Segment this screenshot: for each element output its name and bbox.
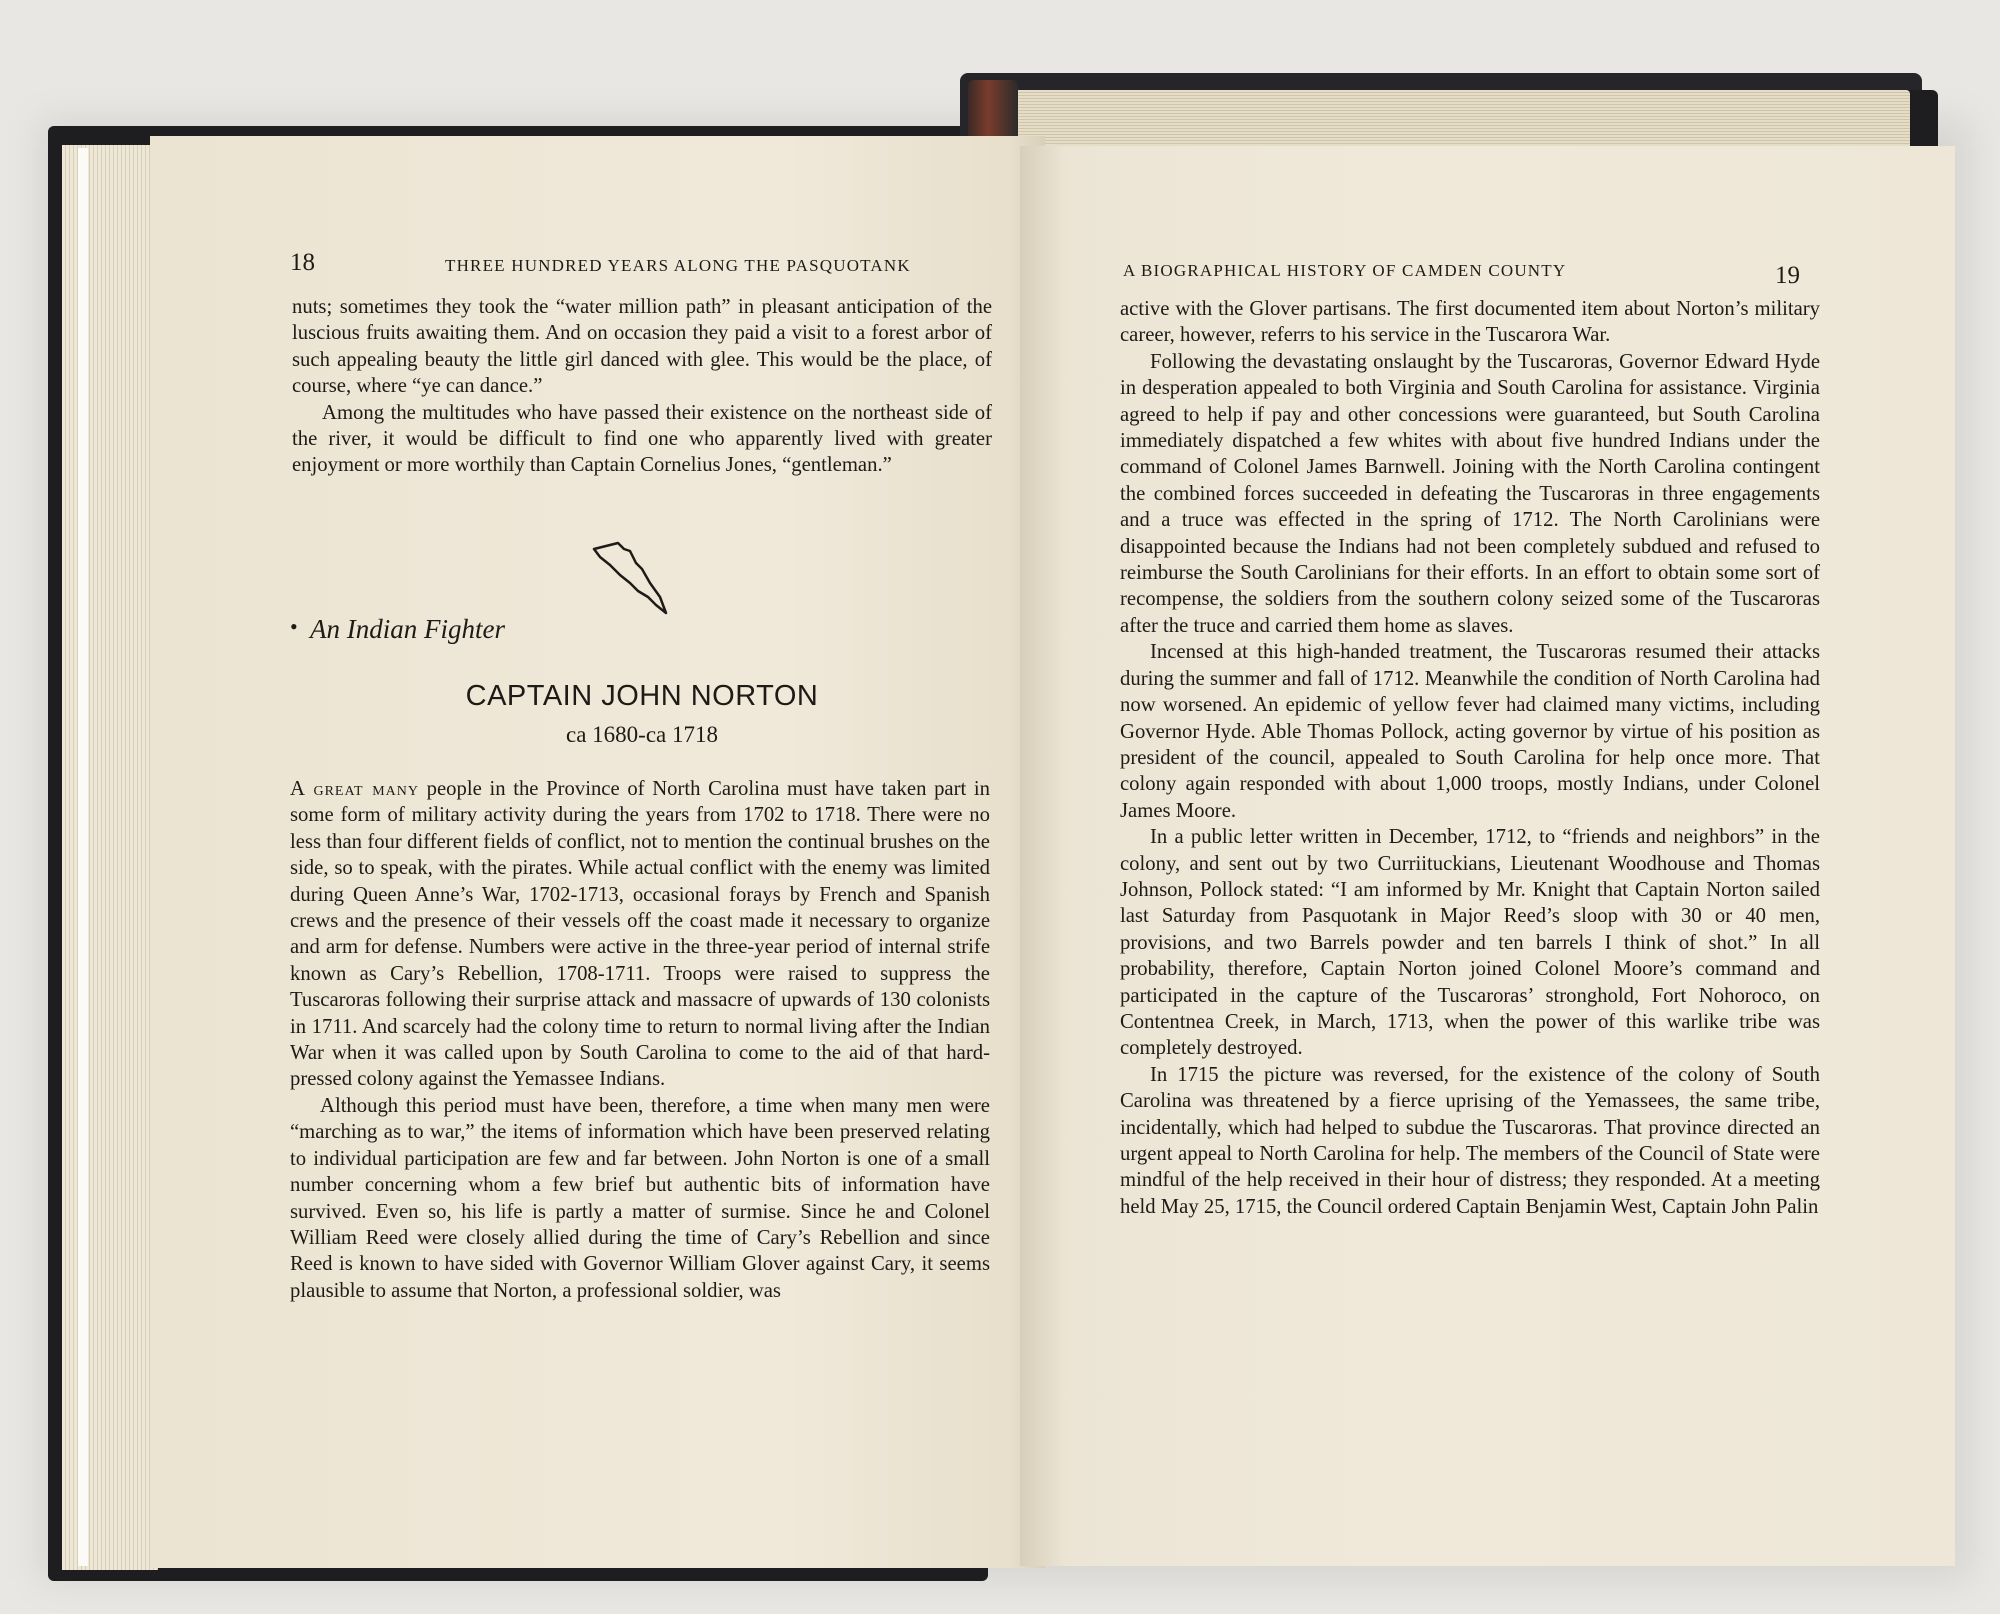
paragraph: nuts; sometimes they took the “water million path” in pleasant anticipation of the luscious fruits awaiting them. And on occasion they paid a visit to a forest arbor of such appealing beauty the little girl danced with glee. This would be the place, of course, where “ye can dance.” xyxy=(292,296,992,398)
page-number-left: 18 xyxy=(290,249,315,276)
right-page xyxy=(1020,146,1955,1566)
page-stack-highlight xyxy=(78,148,88,1566)
right-main-text xyxy=(1120,296,1820,1220)
paragraph xyxy=(290,776,990,1093)
section-label: An Indian Fighter xyxy=(310,614,505,644)
bullet-mark: • xyxy=(290,614,298,639)
running-head-left: THREE HUNDRED YEARS ALONG THE PASQUOTANK xyxy=(445,256,911,275)
paragraph: Among the multitudes who have passed their existence on the northeast side of the river, it would be difficult to find one who apparently lived with greater enjoyment or more worthily than Captain Cornelius Jones, “gentleman.” xyxy=(292,401,992,477)
paragraph: active with the Glover partisans. The first documented item about Norton’s military career, however, referrs to his service in the Tuscarora War. xyxy=(1120,298,1820,347)
running-head-right: A BIOGRAPHICAL HISTORY OF CAMDEN COUNTY xyxy=(1123,261,1567,280)
left-page xyxy=(150,136,1045,1568)
left-main-text xyxy=(290,776,990,1304)
paragraph: In a public letter written in December, 1712, to “friends and neighbors” in the colony, and sent out by two Curriituckians, Lieutenant Woodhouse and Thomas Johnson, Pollock stated: “I am informed by Mr. Knight that Captain Norton sailed last Saturday from Pasquotank in Major Reed’s sloop with 30 or 40 men, provisions, and two Barrels powder and ten barrels I think of shot.” In all probability, therefore, Captain Norton joined Colonel Moore’s command and participated in the capture of the Tuscaroras’ stronghold, Fort Nohoroco, on Contentnea Creek, in March, 1713, when the power of this warlike tribe was completely destroyed. xyxy=(1120,826,1820,1060)
chapter-title: CAPTAIN JOHN NORTON xyxy=(465,680,819,712)
paragraph: Following the devastating onslaught by the Tuscaroras, Governor Edward Hyde in desperation appealed to both Virginia and South Carolina for assistance. Virginia agreed to help if pay and other concessions were guaranteed, but South Carolina immediately dispatched a few whites with about five hundred Indians under the command of Colonel James Barnwell. Joining with the North Carolina contingent the combined forces succeeded in defeating the Tuscaroras in three engagements and a truce was effected in the spring of 1712. The North Carolinians were disappointed because the Indians had not been completely subdued and refused to reimburse the South Carolinians for their efforts. In an effort to obtain some sort of recompense, the soldiers from the southern colony seized some of the Tuscaroras after the truce and carried them home as slaves. xyxy=(1120,350,1820,637)
page-block-edge xyxy=(1010,90,1910,150)
paragraph-text: people in the Province of North Carolina must have taken part in some form of military activity during the years from 1702 to 1718. There were no less than four different fields of conflict, not to mention the continual brushes on the side, so to speak, with the pirates. While actual conflict with the enemy was limited during Queen Anne’s War, 1702-1713, occasional forays by French and Spanish crews and the presence of their vessels off the coast made it necessary to organize and arm for defense. Numbers were active in the three-year period of internal strife known as Cary’s Rebellion, 1708-1711. Troops were raised to suppress the Tuscaroras following their surprise attack and massacre of upwards of 130 colonists in 1711. And scarcely had the colony time to return to normal living after the Indian War when it was called upon by South Carolina to come to the aid of that hard-pressed colony against the Yemassee Indians. xyxy=(290,778,990,1091)
page-stack-edge xyxy=(62,145,158,1570)
lead-in: A great many xyxy=(290,778,419,800)
chapter-dates: ca 1680-ca 1718 xyxy=(566,722,718,747)
paragraph: In 1715 the picture was reversed, for the existence of the colony of South Carolina was threatened by a fierce uprising of the Yemassees, the same tribe, incidentally, which had helped to subdue the Tuscaroras. That province directed an urgent appeal to North Carolina for help. The members of the Council of State were mindful of the help received in their hour of distress; they responded. At a meeting held May 25, 1715, the Council ordered Captain Benjamin West, Captain John Palin xyxy=(1120,1063,1820,1218)
left-top-text xyxy=(292,294,992,479)
county-map-icon xyxy=(590,539,670,619)
paragraph: Incensed at this high-handed treatment, the Tuscaroras resumed their attacks during the summer and fall of 1712. Meanwhile the condition of North Carolina had now worsened. An epidemic of yellow fever had claimed many victims, including Governor Hyde. Able Thomas Pollock, acting governor by virtue of his position as president of the council, appealed to South Carolina for help once more. That colony again responded with about 1,000 troops, mostly Indians, under Colonel James Moore. xyxy=(1120,641,1820,822)
paragraph: Although this period must have been, therefore, a time when many men were “marching as to war,” the items of information which have been preserved relating to individual participation are few and far between. John Norton is one of a small number concerning whom a few brief but authentic bits of information have survived. Even so, his life is partly a matter of surmise. Since he and Colonel William Reed were closely allied during the time of Cary’s Rebellion and since Reed is known to have sided with Governor William Glover against Cary, it seems plausible to assume that Norton, a professional soldier, was xyxy=(290,1094,990,1302)
page-number-right: 19 xyxy=(1775,262,1800,289)
